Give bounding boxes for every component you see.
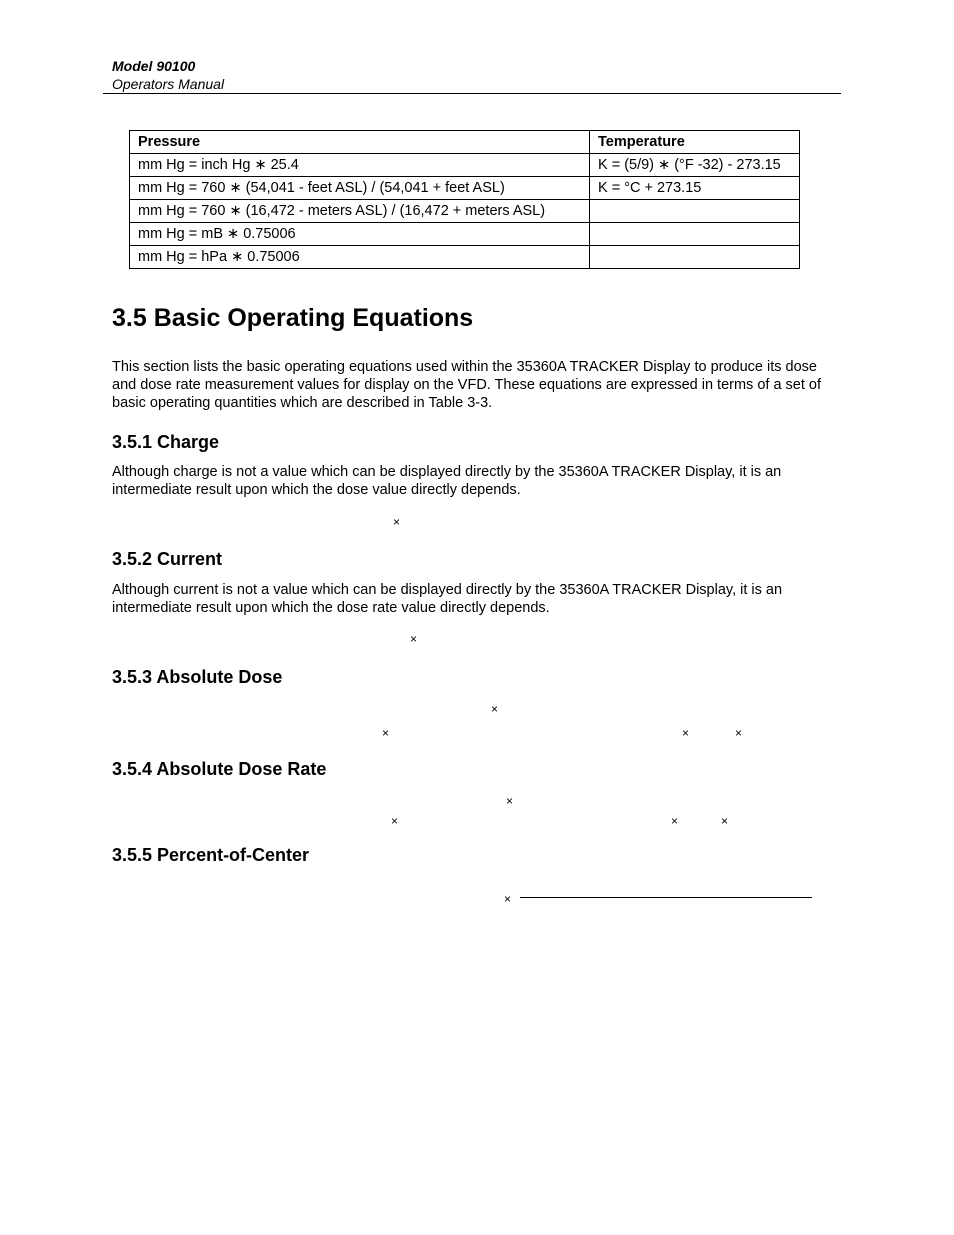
fraction-line [520, 897, 812, 898]
times-symbol: × [735, 726, 743, 740]
page-header [112, 57, 224, 93]
table-cell: mm Hg = mB ∗ 0.75006 [130, 223, 590, 246]
times-symbol: × [504, 892, 512, 906]
charge-text: Although charge is not a value which can be displayed directly by the 35360A TRACKER Display, it is an intermediate result upon which the dose value directly depends. [112, 464, 782, 498]
table-cell: mm Hg = 760 ∗ (16,472 - meters ASL) / (16,472 + meters ASL) [130, 200, 590, 223]
table-header-pressure: Pressure [130, 131, 590, 154]
table-cell: mm Hg = inch Hg ∗ 25.4 [130, 154, 590, 177]
conversion-table [129, 130, 800, 269]
charge-heading: 3.5.1 Charge [112, 432, 220, 452]
table-cell: mm Hg = 760 ∗ (54,041 - feet ASL) / (54,041 + feet ASL) [130, 177, 590, 200]
section-title: 3.5 Basic Operating Equations [112, 304, 474, 332]
table-row [130, 154, 800, 177]
times-symbol: × [671, 814, 679, 828]
table-header-row [130, 131, 800, 154]
section-intro: This section lists the basic operating equations used within the 35360A TRACKER Display to produce its dose and dose rate measurement values for display on the VFD. These equations are expressed in terms of a set of basic operating quantities which are described in Table 3-3. [112, 359, 822, 411]
absolute-dose-rate-heading: 3.5.4 Absolute Dose Rate [112, 759, 327, 779]
current-heading: 3.5.2 Current [112, 549, 223, 569]
times-symbol: × [393, 515, 401, 529]
header-rule [103, 93, 841, 94]
table-cell: K = (5/9) ∗ (°F -32) - 273.15 [590, 154, 800, 177]
table-cell [590, 246, 800, 269]
table-cell [590, 200, 800, 223]
percent-of-center-heading: 3.5.5 Percent-of-Center [112, 845, 310, 865]
table-row [130, 177, 800, 200]
times-symbol: × [491, 702, 499, 716]
times-symbol: × [721, 814, 729, 828]
table-header-temperature: Temperature [590, 131, 800, 154]
table-cell: K = °C + 273.15 [590, 177, 800, 200]
times-symbol: × [682, 726, 690, 740]
times-symbol: × [410, 632, 418, 646]
header-model: Model 90100 [112, 58, 196, 74]
table-cell [590, 223, 800, 246]
table-row [130, 246, 800, 269]
current-text: Although current is not a value which can be displayed directly by the 35360A TRACKER Display, it is an intermediate result upon which the dose rate value directly depends. [112, 582, 783, 616]
table-cell: mm Hg = hPa ∗ 0.75006 [130, 246, 590, 269]
table-row [130, 200, 800, 223]
absolute-dose-heading: 3.5.3 Absolute Dose [112, 667, 283, 687]
times-symbol: × [382, 726, 390, 740]
times-symbol: × [506, 794, 514, 808]
times-symbol: × [391, 814, 399, 828]
table-row [130, 223, 800, 246]
header-manual: Operators Manual [112, 76, 225, 92]
